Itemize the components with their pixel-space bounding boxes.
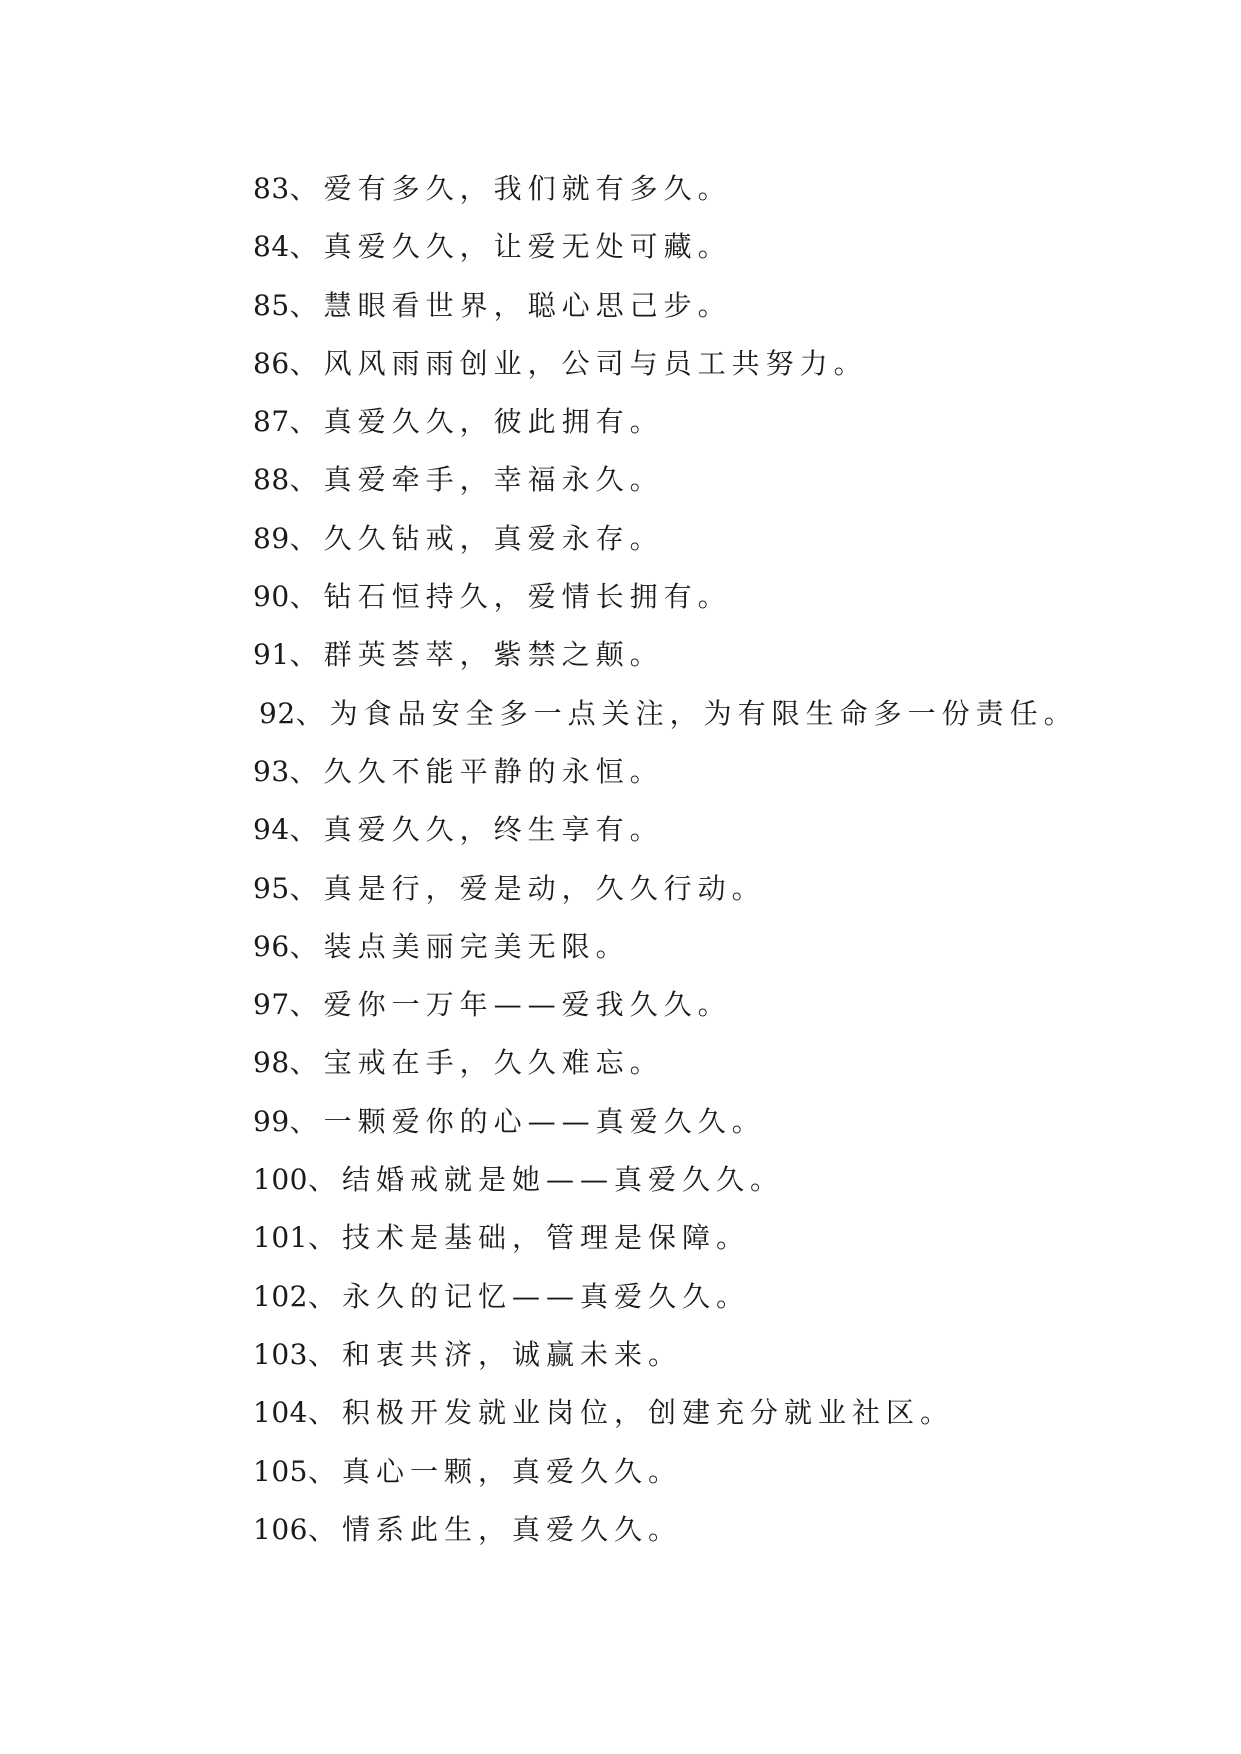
list-item <box>253 743 1193 801</box>
item-text: 、真是行，爱是动，久久行动。 <box>289 871 766 905</box>
item-number: 103 <box>253 1337 308 1371</box>
item-text: 、真心一颗，真爱久久。 <box>307 1454 682 1488</box>
item-number: 96 <box>253 929 290 963</box>
item-text: 、风风雨雨创业，公司与员工共努力。 <box>289 346 868 380</box>
item-text: 、技术是基础，管理是保障。 <box>307 1221 750 1255</box>
list-item <box>253 1093 1193 1151</box>
item-number: 84 <box>253 230 290 264</box>
item-text: 、结婚戒就是她——真爱久久。 <box>307 1163 784 1197</box>
list-item <box>253 1326 1193 1384</box>
list-item <box>253 218 1193 276</box>
item-number: 94 <box>253 813 290 847</box>
item-text: 、宝戒在手，久久难忘。 <box>289 1046 664 1080</box>
list-item <box>253 1034 1193 1092</box>
list-item <box>253 277 1193 335</box>
item-text: 、久久钻戒，真爱永存。 <box>289 521 664 555</box>
item-text: 、为食品安全多一点关注，为有限生命多一份责任。 <box>295 696 1078 730</box>
list-item <box>253 1268 1193 1326</box>
item-number: 104 <box>253 1396 308 1430</box>
item-text: 、群英荟萃，紫禁之颠。 <box>289 638 664 672</box>
list-item <box>253 393 1193 451</box>
item-text: 、爱你一万年——爱我久久。 <box>289 988 732 1022</box>
item-text: 、一颗爱你的心——真爱久久。 <box>289 1104 766 1138</box>
list-item <box>253 860 1193 918</box>
list-item <box>253 335 1193 393</box>
item-number: 102 <box>253 1279 308 1313</box>
list-item <box>253 976 1193 1034</box>
item-text: 、情系此生，真爱久久。 <box>307 1512 682 1546</box>
item-number: 95 <box>253 871 290 905</box>
list-item <box>253 451 1193 509</box>
list-item <box>253 1384 1193 1442</box>
list-item <box>253 801 1193 859</box>
item-text: 、真爱久久，让爱无处可藏。 <box>289 230 732 264</box>
item-text: 、爱有多久，我们就有多久。 <box>289 172 732 205</box>
list-item <box>253 1151 1193 1209</box>
list-item <box>253 1443 1193 1501</box>
item-number: 92 <box>259 696 296 730</box>
item-number: 98 <box>253 1046 290 1080</box>
item-number: 91 <box>253 638 290 672</box>
item-number: 105 <box>253 1454 308 1488</box>
list-item <box>253 918 1193 976</box>
item-number: 93 <box>253 754 290 788</box>
item-number: 90 <box>253 580 290 614</box>
list-item <box>253 568 1193 626</box>
item-number: 106 <box>253 1512 308 1546</box>
list-item <box>253 160 1193 218</box>
item-text: 、装点美丽完美无限。 <box>289 929 630 963</box>
item-text: 、慧眼看世界，聪心思己步。 <box>289 288 732 322</box>
item-text: 、真爱久久，彼此拥有。 <box>289 405 664 439</box>
item-number: 89 <box>253 521 290 555</box>
slogan-list <box>253 160 1193 1559</box>
item-text: 、钻石恒持久，爱情长拥有。 <box>289 580 732 614</box>
item-number: 86 <box>253 346 290 380</box>
item-text: 、积极开发就业岗位，创建充分就业社区。 <box>307 1396 954 1430</box>
item-text: 、真爱牵手，幸福永久。 <box>289 463 664 497</box>
item-number: 88 <box>253 463 290 497</box>
item-text: 、久久不能平静的永恒。 <box>289 754 664 788</box>
item-number: 83 <box>253 172 290 205</box>
item-text: 、真爱久久，终生享有。 <box>289 813 664 847</box>
list-item <box>253 685 1193 743</box>
item-number: 97 <box>253 988 290 1022</box>
item-number: 85 <box>253 288 290 322</box>
list-item <box>253 510 1193 568</box>
item-number: 99 <box>253 1104 290 1138</box>
item-text: 、永久的记忆——真爱久久。 <box>307 1279 750 1313</box>
item-number: 100 <box>253 1163 308 1197</box>
item-text: 、和衷共济，诚赢未来。 <box>307 1337 682 1371</box>
item-number: 87 <box>253 405 290 439</box>
list-item <box>253 1501 1193 1559</box>
item-number: 101 <box>253 1221 308 1255</box>
list-item <box>253 626 1193 684</box>
list-item <box>253 1209 1193 1267</box>
